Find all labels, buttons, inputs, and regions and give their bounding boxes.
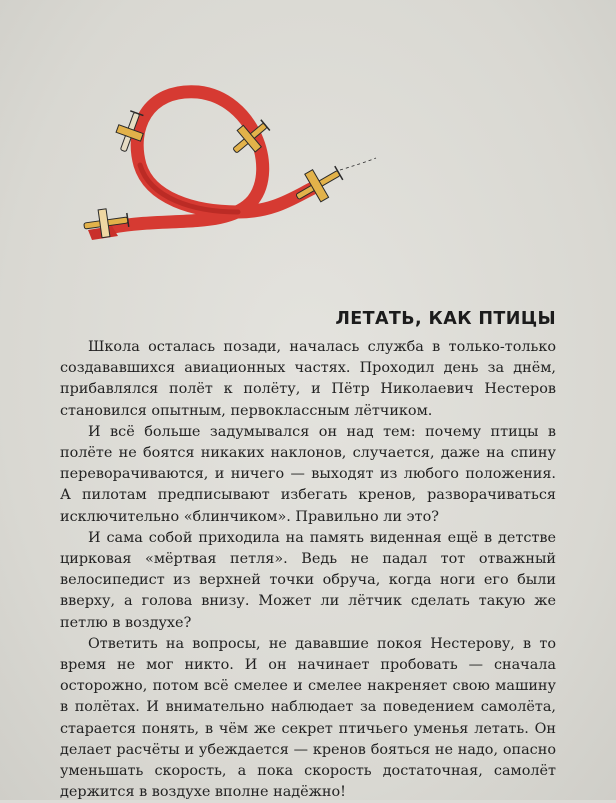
paragraph: И сама собой приходила на память виденная ещё в детстве цирковая «мёртвая петля». Ведь не падал тот отважный велосипедист из верхней точки обруча, когда ноги его были вверху, а голова внизу. Может ли лётчик сделать такую же петлю в воздухе? bbox=[60, 529, 556, 631]
loop-illustration bbox=[78, 80, 378, 250]
chapter-title: ЛЕТАТЬ, КАК ПТИЦЫ bbox=[335, 309, 556, 329]
paragraph: Ответить на вопросы, не дававшие покоя Нестерову, в то время не мог никто. И он начинает пробовать — сначала осторожно, потом всё смелее и смелее накреняет свою машину в полётах. И внимательно наблюдает за поведением самолёта, старается понять, в чём же секрет птичьего уменья летать. Он делает расчёты и убеждается — кренов бояться не надо, опасно уменьшать скорость, а пока скорость достаточная, самолёт держится в воздухе вполне надёжно! bbox=[60, 635, 556, 801]
ribbon-loop-shade bbox=[140, 165, 238, 212]
flight-trail bbox=[340, 158, 376, 170]
ribbon-loop bbox=[108, 92, 313, 228]
paragraph: И всё больше задумывался он над тем: почему птицы в полёте не боятся никаких наклонов, случается, даже на спину переворачиваются, и ничего — выходят из любого положения. А пилотам предписывают избегать кренов, разворачиваться исключительно «блинчиком». Правильно ли это? bbox=[60, 423, 556, 525]
chapter-text bbox=[60, 337, 556, 803]
biplane-icon bbox=[82, 206, 129, 240]
paragraph: Школа осталась позади, началась служба в только-только создававшихся авиационных частях. Проходил день за днём, прибавлялся полёт к полёту, и Пётр Николаевич Нестеров становился опытным, первоклассным лётчиком. bbox=[60, 339, 556, 419]
